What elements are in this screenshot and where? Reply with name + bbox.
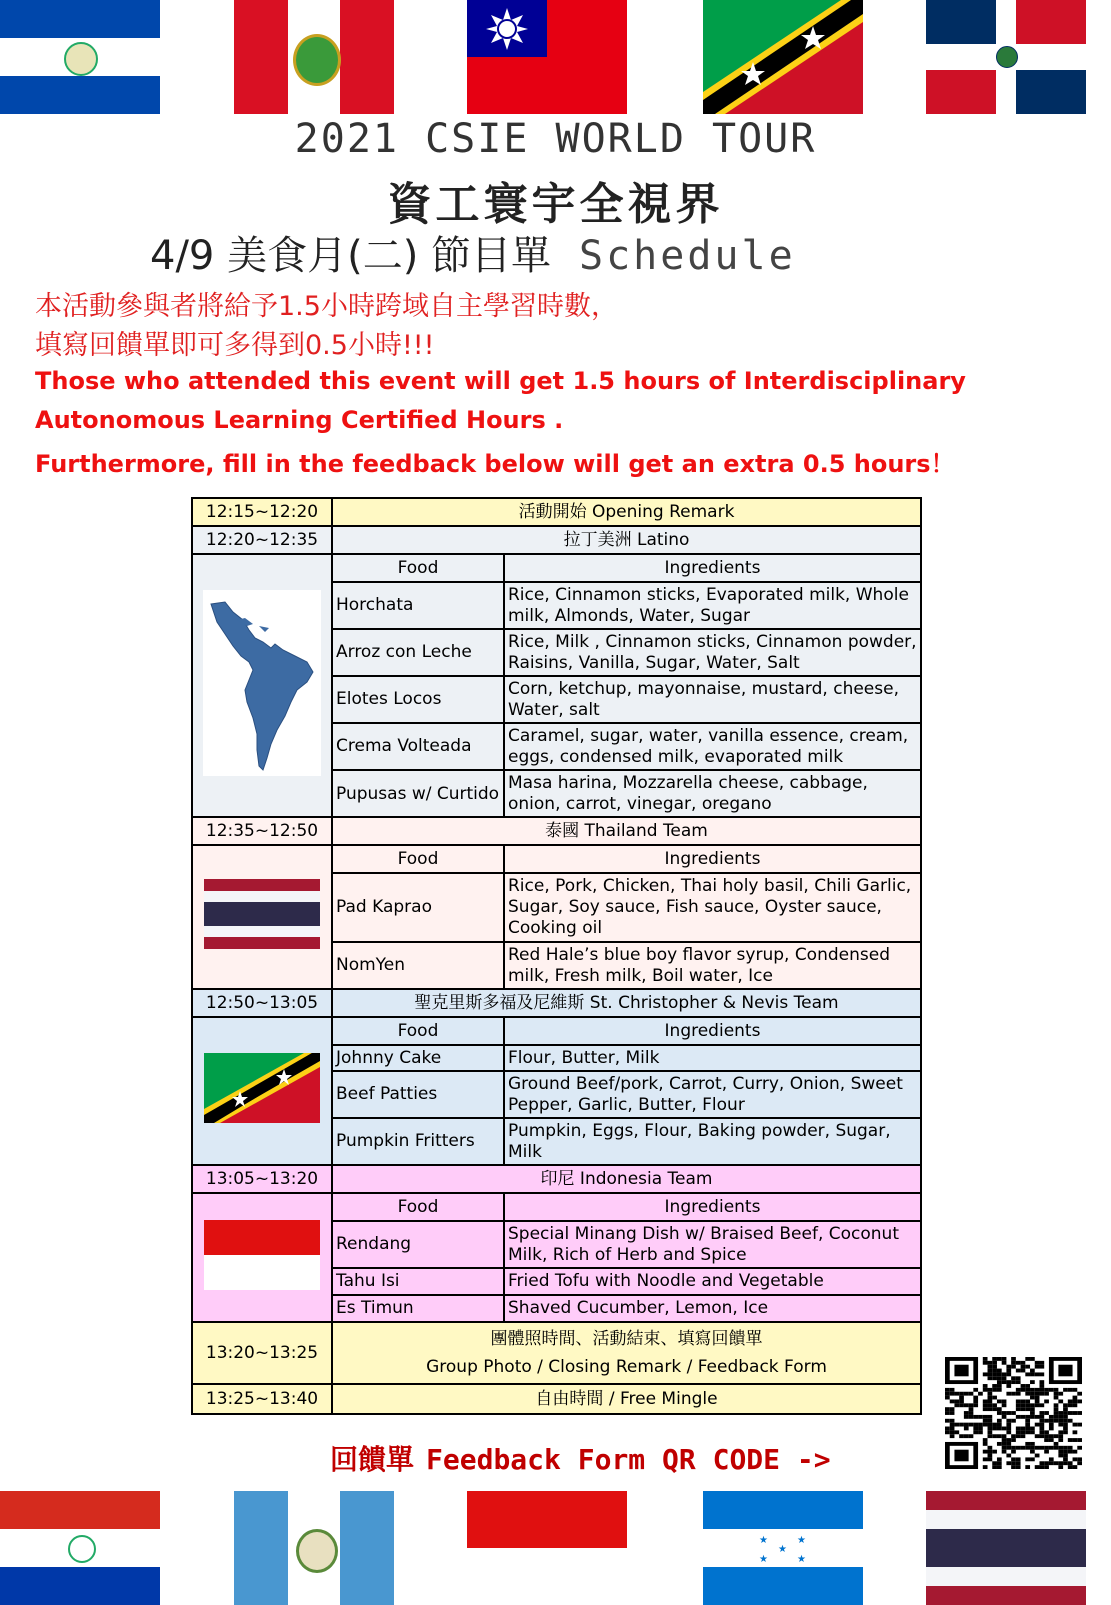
closing-title (332, 1322, 921, 1384)
thailand-flag-icon (926, 1491, 1086, 1605)
table-row (192, 1165, 921, 1193)
food-ingredients: Rice, Milk , Cinnamon sticks, Cinnamon powder, Raisins, Vanilla, Sugar, Water, Salt (504, 629, 921, 676)
note-en-line1: Those who attended this event will get 1.5 hours of Interdisciplinary (35, 367, 966, 395)
indonesia-flag-icon (204, 1220, 320, 1290)
food-name: Johnny Cake (332, 1045, 504, 1071)
food-name: Es Timun (332, 1295, 504, 1322)
saint-kitts-and-nevis-flag-icon (204, 1053, 320, 1123)
food-name: Pumpkin Fritters (332, 1118, 504, 1165)
guatemala-flag-icon (234, 1491, 394, 1605)
el-salvador-flag-icon (0, 0, 160, 114)
section-title: 印尼 Indonesia Team (332, 1165, 921, 1193)
food-ingredients: Rice, Cinnamon sticks, Evaporated milk, Whole milk, Almonds, Water, Sugar (504, 582, 921, 629)
food-name: Pupusas w/ Curtido (332, 770, 504, 817)
note-en-line3: Furthermore, fill in the feedback below will get an extra 0.5 hours！ (35, 450, 955, 478)
table-row (192, 1017, 921, 1045)
food-name: NomYen (332, 942, 504, 989)
food-ingredients: Red Hale’s blue boy flavor syrup, Condensed milk, Fresh milk, Boil water, Ice (504, 942, 921, 989)
food-name: Pad Kaprao (332, 873, 504, 942)
schedule-table (191, 497, 922, 1415)
food-ingredients: Special Minang Dish w/ Braised Beef, Coconut Milk, Rich of Herb and Spice (504, 1221, 921, 1268)
food-header: Food (332, 845, 504, 873)
food-name: Horchata (332, 582, 504, 629)
event-title-chinese: 資工寰宇全視界 (387, 179, 724, 230)
table-row (192, 498, 921, 526)
table-row (192, 554, 921, 582)
feedback-caption (330, 1438, 831, 1478)
food-ingredients: Flour, Butter, Milk (504, 1045, 921, 1071)
indonesia-flag-icon (467, 1491, 627, 1605)
feedback-label-en: Feedback Form QR CODE -> (426, 1443, 831, 1476)
food-ingredients: Shaved Cucumber, Lemon, Ice (504, 1295, 921, 1322)
food-ingredients: Fried Tofu with Noodle and Vegetable (504, 1268, 921, 1295)
svg-text:★: ★ (759, 1535, 768, 1546)
closing-title-en: Group Photo / Closing Remark / Feedback Form (426, 1357, 827, 1377)
table-row (192, 1384, 921, 1414)
honduras-flag-icon (703, 1491, 863, 1605)
svg-text:★: ★ (797, 1554, 806, 1565)
food-name: Tahu Isi (332, 1268, 504, 1295)
time-cell: 13:25~13:40 (192, 1384, 332, 1414)
latin-america-map-cell (192, 554, 332, 817)
food-name: Rendang (332, 1221, 504, 1268)
schedule-subtitle (150, 224, 796, 281)
table-row (192, 817, 921, 845)
food-header: Food (332, 554, 504, 582)
food-header: Food (332, 1193, 504, 1221)
thailand-flag-icon (204, 879, 320, 949)
note-en-line2: Autonomous Learning Certified Hours . (35, 406, 564, 434)
note-zh-line1: 本活動參與者將給予1.5小時跨域自主學習時數， (35, 291, 618, 322)
section-title: 聖克里斯多福及尼維斯 St. Christopher & Nevis Team (332, 989, 921, 1017)
table-row (192, 526, 921, 554)
indonesia-flag-cell (192, 1193, 332, 1322)
table-row (192, 1322, 921, 1384)
thailand-flag-cell (192, 845, 332, 989)
food-name: Beef Patties (332, 1071, 504, 1118)
peru-flag-icon (234, 0, 394, 114)
section-title: 活動開始 Opening Remark (332, 498, 921, 526)
latin-america-map-icon (203, 590, 321, 776)
ingredients-header: Ingredients (504, 845, 921, 873)
food-ingredients: Corn, ketchup, mayonnaise, mustard, cheese, Water, salt (504, 676, 921, 723)
food-header: Food (332, 1017, 504, 1045)
food-ingredients: Ground Beef/pork, Carrot, Curry, Onion, Sweet Pepper, Garlic, Butter, Flour (504, 1071, 921, 1118)
qr-code-icon[interactable] (945, 1357, 1082, 1469)
food-ingredients: Rice, Pork, Chicken, Thai holy basil, Chili Garlic, Sugar, Soy sauce, Fish sauce, Oyster sauce, Cooking oil (504, 873, 921, 942)
saint-kitts-and-nevis-flag-icon (703, 0, 863, 114)
time-cell: 12:15~12:20 (192, 498, 332, 526)
event-title: 2021 CSIE WORLD TOUR (294, 116, 817, 162)
time-cell: 13:20~13:25 (192, 1322, 332, 1384)
schedule-subtitle-zh: 4/9 美食月(二) 節目單 (150, 233, 552, 279)
food-name: Elotes Locos (332, 676, 504, 723)
time-cell: 12:35~12:50 (192, 817, 332, 845)
table-row (192, 1193, 921, 1221)
feedback-label-zh: 回饋單 (330, 1443, 415, 1476)
svg-text:★: ★ (778, 1544, 787, 1555)
time-cell: 12:50~13:05 (192, 989, 332, 1017)
table-row (192, 989, 921, 1017)
section-title: 自由時間 / Free Mingle (332, 1384, 921, 1414)
closing-title-zh: 團體照時間、活動結束、填寫回饋單 (490, 1329, 763, 1349)
schedule-subtitle-en: Schedule (579, 233, 796, 279)
food-name: Arroz con Leche (332, 629, 504, 676)
ingredients-header: Ingredients (504, 1193, 921, 1221)
section-title: 泰國 Thailand Team (332, 817, 921, 845)
food-ingredients: Pumpkin, Eggs, Flour, Baking powder, Sugar, Milk (504, 1118, 921, 1165)
table-row (192, 845, 921, 873)
paraguay-flag-icon (0, 1491, 160, 1605)
food-name: Crema Volteada (332, 723, 504, 770)
time-cell: 12:20~12:35 (192, 526, 332, 554)
ingredients-header: Ingredients (504, 554, 921, 582)
time-cell: 13:05~13:20 (192, 1165, 332, 1193)
food-ingredients: Caramel, sugar, water, vanilla essence, cream, eggs, condensed milk, evaporated milk (504, 723, 921, 770)
svg-text:★: ★ (797, 1535, 806, 1546)
note-zh-line2: 填寫回饋單即可多得到0.5小時!!! (35, 330, 435, 361)
taiwan-flag-icon (467, 0, 627, 114)
ingredients-header: Ingredients (504, 1017, 921, 1045)
saint-kitts-flag-cell (192, 1017, 332, 1165)
section-title: 拉丁美洲 Latino (332, 526, 921, 554)
svg-text:★: ★ (759, 1554, 768, 1565)
food-ingredients: Masa harina, Mozzarella cheese, cabbage, onion, carrot, vinegar, oregano (504, 770, 921, 817)
dominican-republic-flag-icon (926, 0, 1086, 114)
